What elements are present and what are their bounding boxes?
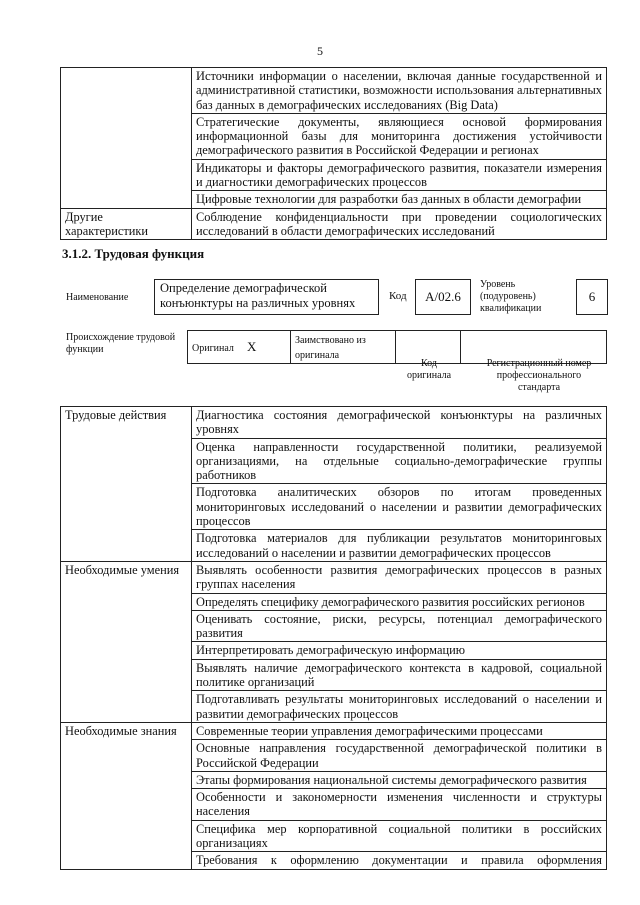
- list-item: Подготовка аналитических обзоров по итогам проведенных мониторинговых исследований о населении и развитии демографических процессов: [192, 484, 607, 530]
- reg-number-caption: Регистрационный номер профессионального стандарта: [486, 358, 592, 393]
- origin-label: Происхождение трудовой функции: [66, 332, 176, 355]
- row-text: Стратегические документы, являющиеся основой формирования информационной базы для мониторинга достижения устойчивости демографического развития в Российской Федерации и регионах: [192, 113, 607, 159]
- function-details-table: [60, 406, 607, 870]
- list-item: Специфика мер корпоративной социальной политики в российских организациях: [192, 820, 607, 852]
- row-label: [61, 68, 192, 114]
- list-item: Оценивать состояние, риски, ресурсы, потенциал демографического развития: [192, 610, 607, 642]
- row-text: Индикаторы и факторы демографического развития, показатели измерения и диагностики демографических процессов: [192, 159, 607, 191]
- list-item: Основные направления государственной демографической политики в Российской Федерации: [192, 740, 607, 772]
- code-box: [415, 279, 471, 315]
- group-label-skills: Необходимые умения: [61, 561, 192, 722]
- list-item: Оценка направленности государственной политики, реализуемой организациями, на отдельные социально-демографические группы работников: [192, 438, 607, 484]
- level-value: 6: [588, 289, 596, 304]
- table-row: [61, 561, 607, 593]
- list-item: Подготовка материалов для публикации результатов мониторинговых исследований о населении и развитии демографических процессов: [192, 530, 607, 562]
- origin-original-cell: [188, 331, 291, 364]
- code-origin-caption: Код оригинала: [406, 358, 452, 381]
- section-title: 3.1.2. Трудовая функция: [62, 246, 205, 261]
- list-item: Современные теории управления демографическими процессами: [192, 722, 607, 739]
- table-row: [61, 191, 607, 208]
- row-text: Источники информации о населении, включая данные государственной и административной статистики, возможности использования альтернативных баз данных в демографических исследованиях (Big Data): [192, 68, 607, 114]
- function-name-value: Определение демографической конъюнктуры на различных уровнях: [160, 281, 356, 310]
- table-row: [61, 722, 607, 739]
- origin-borrowed-cell: [291, 331, 396, 364]
- original-mark: X: [247, 338, 257, 354]
- list-item: Требования к оформлению документации и правила оформления: [192, 852, 607, 869]
- level-label: Уровень (подуровень) квалификации: [480, 279, 542, 314]
- function-name-box: [154, 279, 379, 315]
- original-label: Оригинал: [192, 342, 234, 354]
- row-label: [61, 191, 192, 208]
- list-item: Диагностика состояния демографической конъюнктуры на различных уровнях: [192, 407, 607, 439]
- group-label-knowledge: Необходимые знания: [61, 722, 192, 869]
- list-item: Этапы формирования национальной системы демографического развития: [192, 771, 607, 788]
- level-box: [576, 279, 608, 315]
- row-text: Соблюдение конфиденциальности при проведении социологических исследований в области демографических исследований: [192, 208, 607, 240]
- name-label: Наименование: [66, 292, 129, 303]
- table-row: [61, 113, 607, 159]
- list-item: Интерпретировать демографическую информацию: [192, 642, 607, 659]
- table-row: [61, 159, 607, 191]
- group-label-actions: Трудовые действия: [61, 407, 192, 562]
- borrowed-label: Заимствовано из оригинала: [295, 335, 366, 361]
- list-item: Выявлять наличие демографического контекста в кадровой, социальной политике организаций: [192, 659, 607, 691]
- row-text: Цифровые технологии для разработки баз данных в области демографии: [192, 191, 607, 208]
- table-row: [61, 208, 607, 240]
- page-number: 5: [317, 44, 323, 58]
- knowledge-continuation-table: [60, 67, 607, 240]
- code-value: A/02.6: [425, 289, 461, 304]
- table-row: [61, 407, 607, 439]
- list-item: Определять специфику демографического развития российских регионов: [192, 593, 607, 610]
- list-item: Особенности и закономерности изменения численности и структуры населения: [192, 789, 607, 821]
- list-item: Выявлять особенности развития демографических процессов в разных группах населения: [192, 561, 607, 593]
- table-row: [61, 68, 607, 114]
- row-label: [61, 113, 192, 159]
- list-item: Подготавливать результаты мониторинговых исследований о населении и развитии демографических процессов: [192, 691, 607, 723]
- row-label: [61, 159, 192, 191]
- row-label: Другие характеристики: [61, 208, 192, 240]
- code-label: Код: [389, 290, 407, 302]
